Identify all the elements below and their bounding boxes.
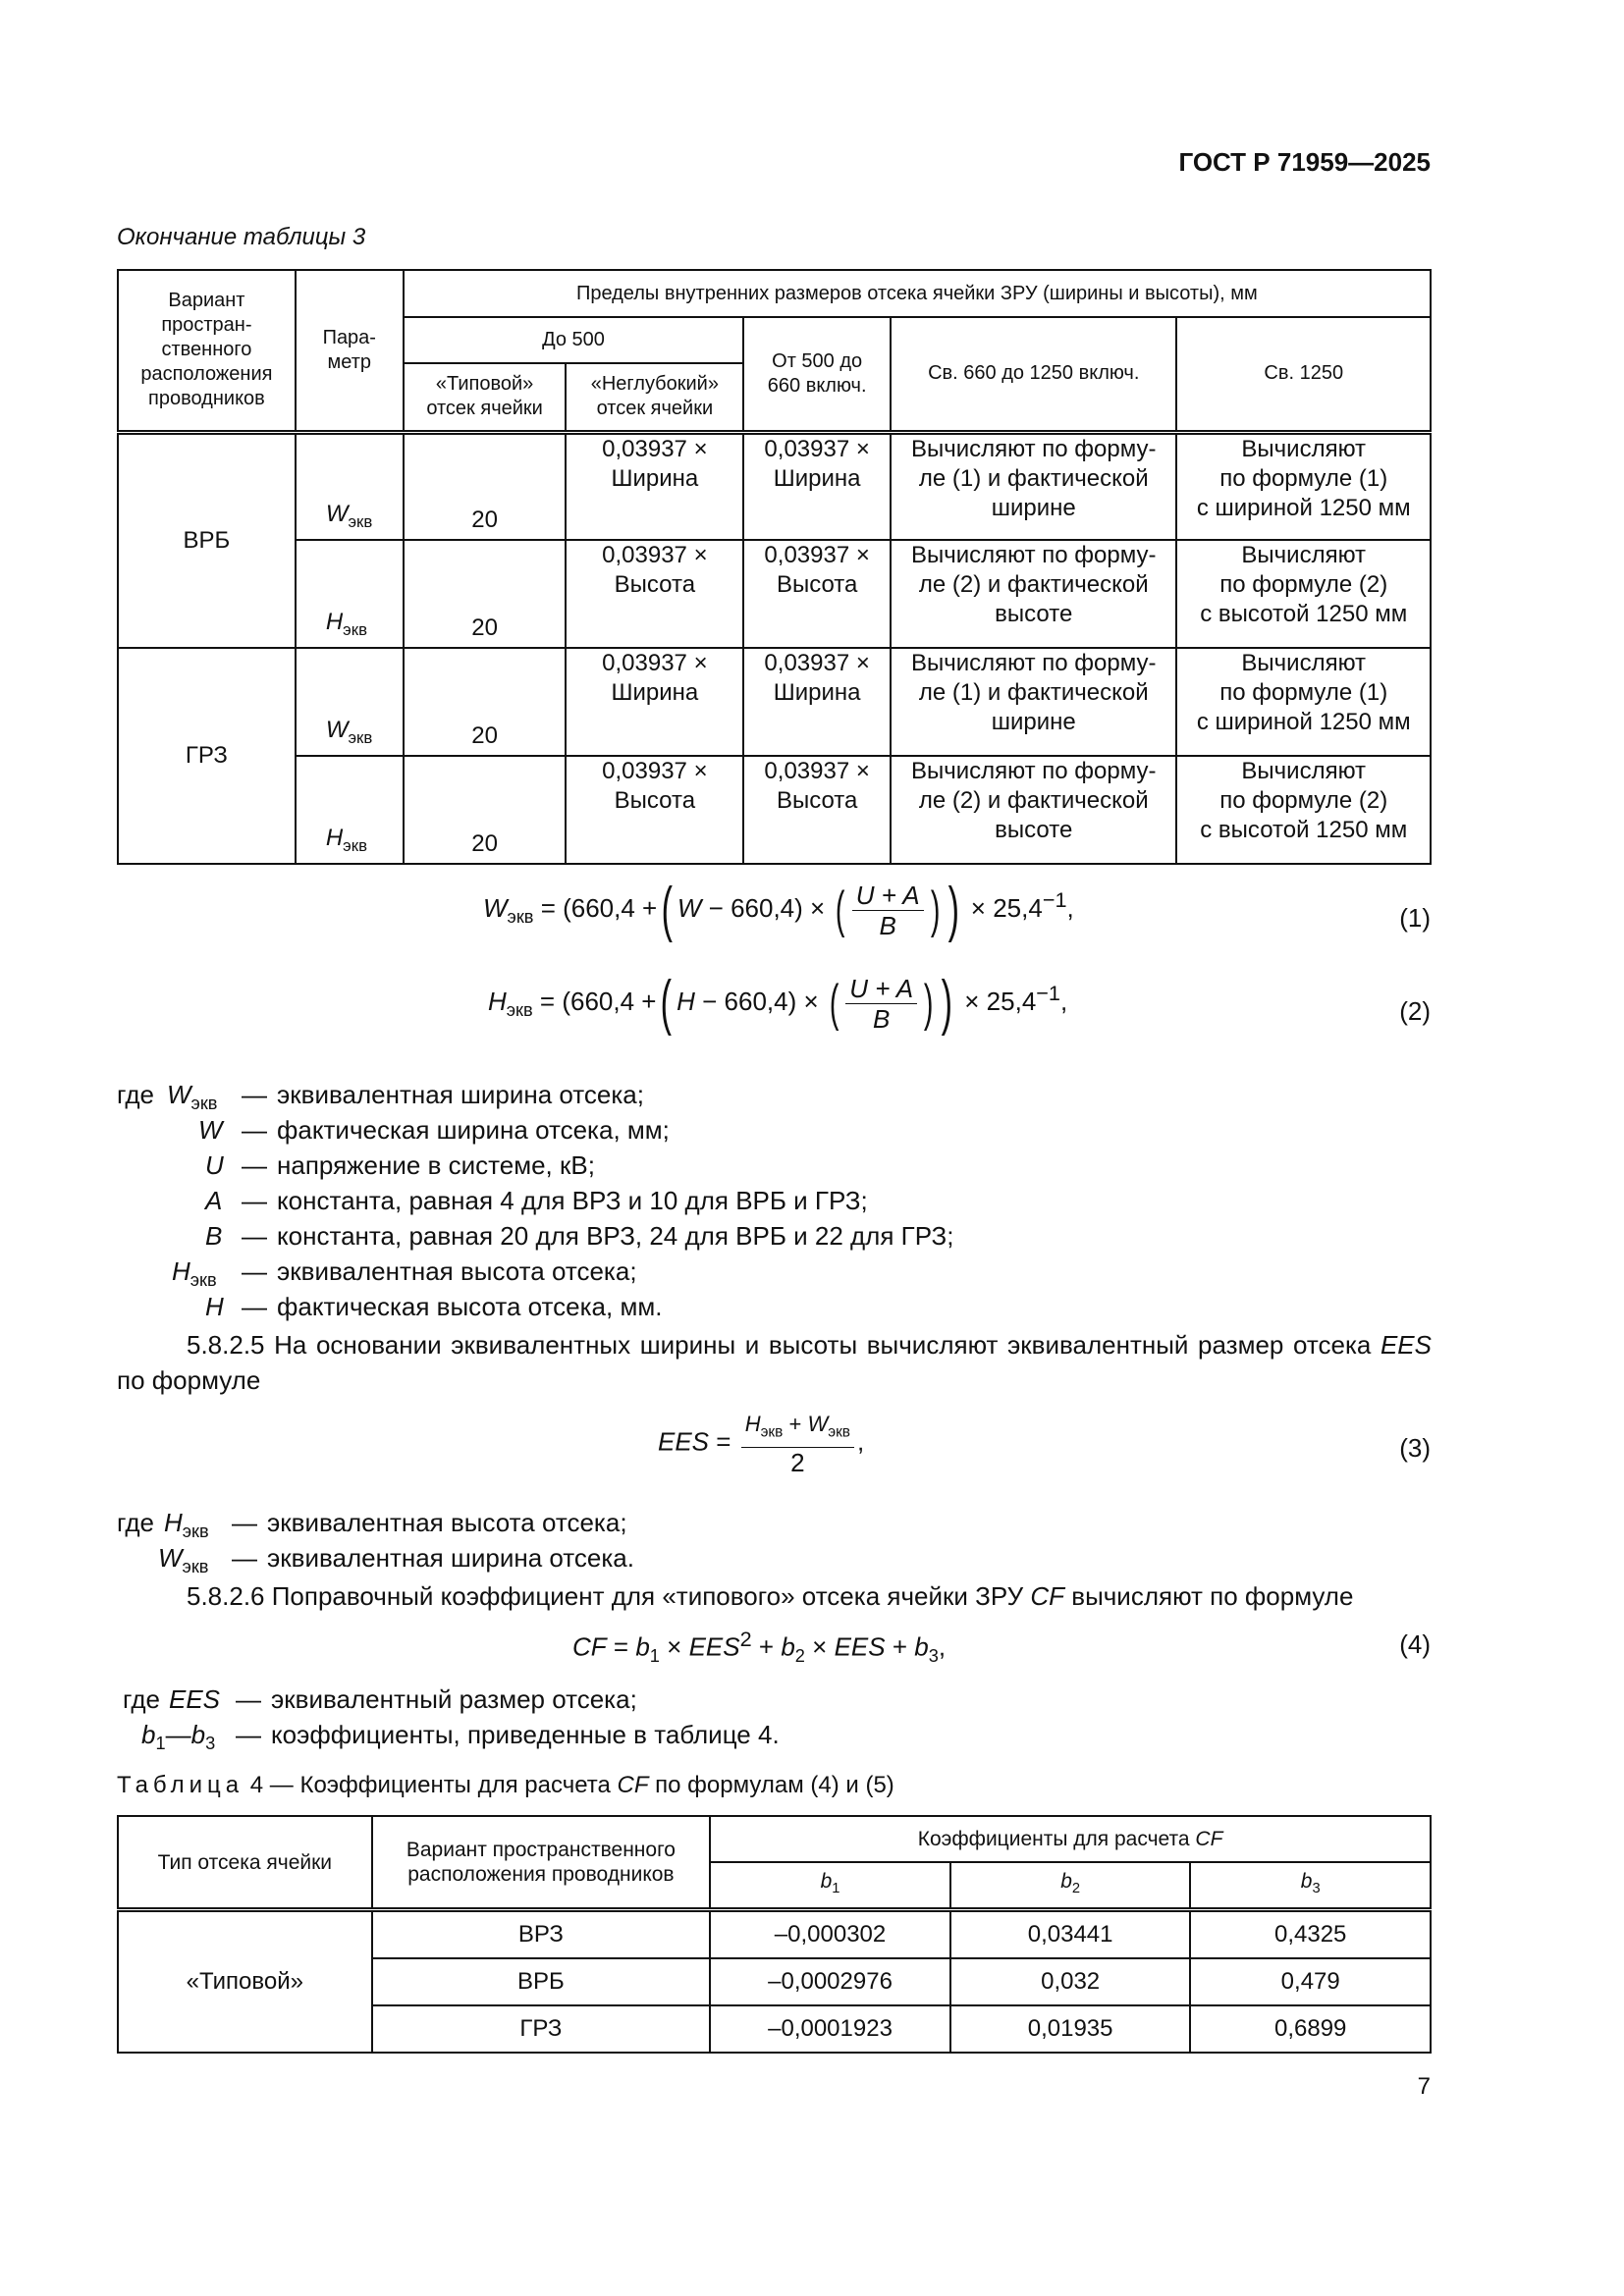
where-text: фактическая высота отсека, мм. xyxy=(277,1292,663,1321)
cell-shallow: 0,03937 × Ширина xyxy=(566,432,743,540)
head-typical: «Типовой» отсек ячейки xyxy=(404,363,567,432)
variant-cell: ВРЗ xyxy=(372,1910,711,1959)
b1-cell: –0,0002976 xyxy=(710,1958,950,2005)
cell-from500: 0,03937 × Ширина xyxy=(743,648,891,756)
where-text: эквивалентная высота отсека; xyxy=(267,1508,627,1537)
formula-3-number: (3) xyxy=(1399,1433,1431,1463)
table-continuation-caption: Окончание таблицы 3 xyxy=(117,224,366,250)
head-variant: Вариант пространственного расположения проводников xyxy=(372,1816,711,1910)
b2-cell: 0,01935 xyxy=(950,2005,1191,2053)
cell-typical: 20 xyxy=(404,432,567,540)
cell-from660: Вычисляют по форму- ле (1) и фактической ширине xyxy=(891,432,1176,540)
where-item: W xyxy=(198,1115,223,1145)
formula-4: CF = $b_1 \times EES^2 + b_2$ × EES + $b_3$, xyxy=(572,1627,947,1666)
formula-1-number: (1) xyxy=(1399,903,1431,933)
b1-cell: –0,0001923 xyxy=(710,2005,950,2053)
table-4-caption: Таблица 4 — Коэффициенты для расчета CF по формулам (4) и (5) xyxy=(117,1772,894,1798)
param-symbol: $W_{экв}$ xyxy=(296,432,404,540)
dash: — xyxy=(236,1720,261,1749)
paragraph-5-8-2-5: 5.8.2.5 На основании эквивалентных ширины и высоты вычисляют эквивалентный размер отсека EES по формуле xyxy=(117,1330,1432,1395)
dash: — xyxy=(236,1684,261,1714)
table-3 xyxy=(117,269,1432,865)
param-symbol: $H_{экв}$ xyxy=(296,756,404,864)
variant-cell: ГРЗ xyxy=(372,2005,711,2053)
cell-from500: 0,03937 × Высота xyxy=(743,756,891,864)
cell-over1250: Вычисляют по формуле (1) с шириной 1250 мм xyxy=(1176,432,1431,540)
cell-over1250: Вычисляют по формуле (2) с высотой 1250 мм xyxy=(1176,756,1431,864)
dash: — xyxy=(232,1508,257,1537)
head-from660: Св. 660 до 1250 включ. xyxy=(891,317,1176,432)
b3-cell: 0,6899 xyxy=(1190,2005,1431,2053)
where-item: $b_1—b_3$ xyxy=(141,1720,216,1754)
head-shallow: «Неглубокий» отсек ячейки xyxy=(566,363,743,432)
cell-from660: Вычисляют по форму- ле (2) и фактической высоте xyxy=(891,540,1176,648)
formula-4-number: (4) xyxy=(1399,1629,1431,1659)
where-item: U xyxy=(205,1150,224,1180)
cell-from500: 0,03937 × Высота xyxy=(743,540,891,648)
param-symbol: $H_{экв}$ xyxy=(296,540,404,648)
dash: — xyxy=(242,1186,267,1215)
b3-cell: 0,4325 xyxy=(1190,1910,1431,1959)
where-text: фактическая ширина отсека, мм; xyxy=(277,1115,670,1145)
cell-over1250: Вычисляют по формуле (1) с шириной 1250 мм xyxy=(1176,648,1431,756)
dash: — xyxy=(242,1115,267,1145)
cell-from660: Вычисляют по форму- ле (1) и фактической ширине xyxy=(891,648,1176,756)
group-name: ВРБ xyxy=(118,432,296,648)
b1-cell: –0,000302 xyxy=(710,1910,950,1959)
cell-typical: 20 xyxy=(404,648,567,756)
where-intro: где xyxy=(123,1684,160,1714)
head-limits: Пределы внутренних размеров отсека ячейки ЗРУ (ширины и высоты), мм xyxy=(404,270,1431,317)
table-row xyxy=(118,540,1431,648)
formula-3: EES = $\frac{H_{экв} + W_{экв}}{2}$ , xyxy=(658,1412,865,1478)
dash: — xyxy=(242,1150,267,1180)
head-b3: $b_3$ xyxy=(1190,1862,1431,1910)
b2-cell: 0,03441 xyxy=(950,1910,1191,1959)
table-row xyxy=(118,756,1431,864)
where-item: $H_{экв}$ xyxy=(172,1256,217,1291)
dash: — xyxy=(232,1543,257,1573)
head-type: Тип отсека ячейки xyxy=(118,1816,372,1910)
where-text: константа, равная 4 для ВРЗ и 10 для ВРБ и ГРЗ; xyxy=(277,1186,868,1215)
where-intro: где xyxy=(117,1080,154,1109)
cell-shallow: 0,03937 × Высота xyxy=(566,540,743,648)
head-upto500: До 500 xyxy=(404,317,744,363)
head-from500: От 500 до 660 включ. xyxy=(743,317,891,432)
where-item: $W_{экв}$ xyxy=(167,1080,218,1114)
table-4 xyxy=(117,1815,1432,2054)
dash: — xyxy=(242,1292,267,1321)
where-text: эквивалентная высота отсека; xyxy=(277,1256,637,1286)
cell-shallow: 0,03937 × Ширина xyxy=(566,648,743,756)
dash: — xyxy=(242,1221,267,1251)
where-text: коэффициенты, приведенные в таблице 4. xyxy=(271,1720,780,1749)
formula-1: $W_{экв} = (660,4$ +( W − 660,4) × ( $\frac{U + A}{B}$ ) ) × $25,4^{-1}$, xyxy=(483,876,1074,943)
cell-typical: 20 xyxy=(404,540,567,648)
dash: — xyxy=(242,1256,267,1286)
b3-cell: 0,479 xyxy=(1190,1958,1431,2005)
variant-cell: ВРБ xyxy=(372,1958,711,2005)
where-item: $W_{экв}$ xyxy=(158,1543,209,1577)
param-symbol: $W_{экв}$ xyxy=(296,648,404,756)
cell-over1250: Вычисляют по формуле (2) с высотой 1250 мм xyxy=(1176,540,1431,648)
where-item: H xyxy=(205,1292,224,1321)
b2-cell: 0,032 xyxy=(950,1958,1191,2005)
where-intro: где xyxy=(117,1508,154,1537)
table-row xyxy=(118,648,1431,756)
table-row xyxy=(118,432,1431,540)
where-item: EES xyxy=(169,1684,221,1714)
group-name: ГРЗ xyxy=(118,648,296,864)
cell-typical: 20 xyxy=(404,756,567,864)
head-param: Пара- метр xyxy=(296,270,404,432)
document-code: ГОСТ Р 71959—2025 xyxy=(1178,147,1431,177)
page-number: 7 xyxy=(1417,2073,1431,2100)
where-text: эквивалентный размер отсека; xyxy=(271,1684,637,1714)
formula-2: $H_{экв} = (660,4$ +( H − 660,4) × ( $\frac{U + A}{B}$ ) ) × $25,4^{-1}$, xyxy=(488,969,1068,1037)
where-text: константа, равная 20 для ВРЗ, 24 для ВРБ и 22 для ГРЗ; xyxy=(277,1221,954,1251)
head-coef: Коэффициенты для расчета CF xyxy=(710,1816,1431,1862)
head-variant: Вариант простран- ственного расположения проводников xyxy=(118,270,296,432)
where-text: эквивалентная ширина отсека. xyxy=(267,1543,634,1573)
dash: — xyxy=(242,1080,267,1109)
head-over1250: Св. 1250 xyxy=(1176,317,1431,432)
cell-from500: 0,03937 × Ширина xyxy=(743,432,891,540)
table-row xyxy=(118,1910,1431,1959)
paragraph-5-8-2-6: 5.8.2.6 Поправочный коэффициент для «типового» отсека ячейки ЗРУ CF вычисляют по формуле xyxy=(187,1581,1354,1611)
cell-from660: Вычисляют по форму- ле (2) и фактической высоте xyxy=(891,756,1176,864)
head-b1: $b_1$ xyxy=(710,1862,950,1910)
where-text: эквивалентная ширина отсека; xyxy=(277,1080,644,1109)
where-item: $H_{экв}$ xyxy=(164,1508,209,1542)
cell-shallow: 0,03937 × Высота xyxy=(566,756,743,864)
where-item: A xyxy=(205,1186,223,1215)
head-b2: $b_2$ xyxy=(950,1862,1191,1910)
where-item: B xyxy=(205,1221,223,1251)
where-text: напряжение в системе, кВ; xyxy=(277,1150,595,1180)
formula-2-number: (2) xyxy=(1399,996,1431,1026)
type-cell: «Типовой» xyxy=(118,1910,372,2054)
